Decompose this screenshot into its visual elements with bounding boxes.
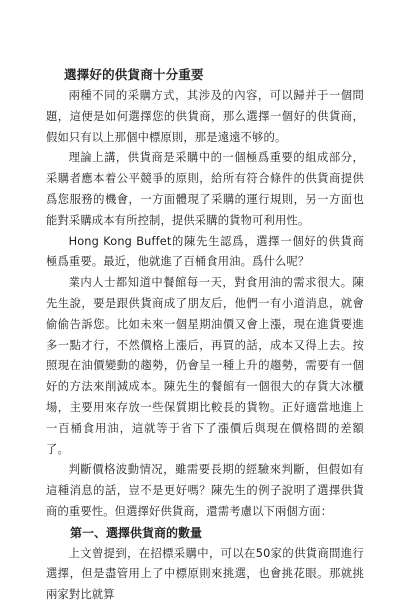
paragraph-5: 判斷價格波動情况，雖需要長期的經驗來判斷，但假如有這種消息的話，豈不是更好嗎？陳先生的例子說明了選擇供貨商的重要性。但選擇好供貨商，還需考慮以下兩個方面： (46, 463, 364, 518)
paragraph-2: 理論上講，供貨商是采購中的一個極爲重要的組成部分，采購者應本着公平競爭的原則，給所有符合條件的供貨商提供爲您服務的機會，一方面體現了采購的運行規則，另一方面也能對采購成本有所控制，提供采購的貨物可利用性。 (46, 151, 364, 227)
document-title: 選擇好的供貨商十分重要 (64, 67, 204, 82)
section-heading: 第一、選擇供貨商的數量 (70, 525, 203, 540)
paragraph-1: 兩種不同的采購方式，其涉及的內容，可以歸并于一個問題，這便是如何選擇您的供貨商，那么選擇一個好的供貨商，假如只有以上那個中標原則，那是遠遠不够的。 (46, 89, 364, 144)
paragraph-3: Hong Kong Buffet的陳先生認爲，選擇一個好的供貨商極爲重要。最近，他就進了百桶食用油。爲什么呢？ (46, 234, 364, 269)
paragraph-6: 上文曾提到，在招標采購中，可以在50家的供貨商間進行選擇，但是盡管用上了中標原則來挑選，也會挑花眼。那就挑兩家對比就算 (46, 546, 364, 602)
document-page (46, 66, 364, 606)
paragraph-4: 業内人士都知道中餐館每一天，對食用油的需求很大。陳先生說，要是跟供貨商成了朋友后，他們一有小道消息，就會偷偷告訴您。比如未來一個星期油價又會上漲，現在進貨要進多一點才行，不然價格上漲后，再買的話，成本又得上去。按照現在油價變動的趨勢，仍會呈一種上升的趨勢，需要有一個好的方法來削減成本。陳先生的餐館有一個很大的存貨大冰櫃場，主要用來存放一些保質期比較長的貨物。正好適當地進上一百桶食用油，這就等于省下了漲價后與現在價格間的差額了。 (46, 276, 364, 456)
